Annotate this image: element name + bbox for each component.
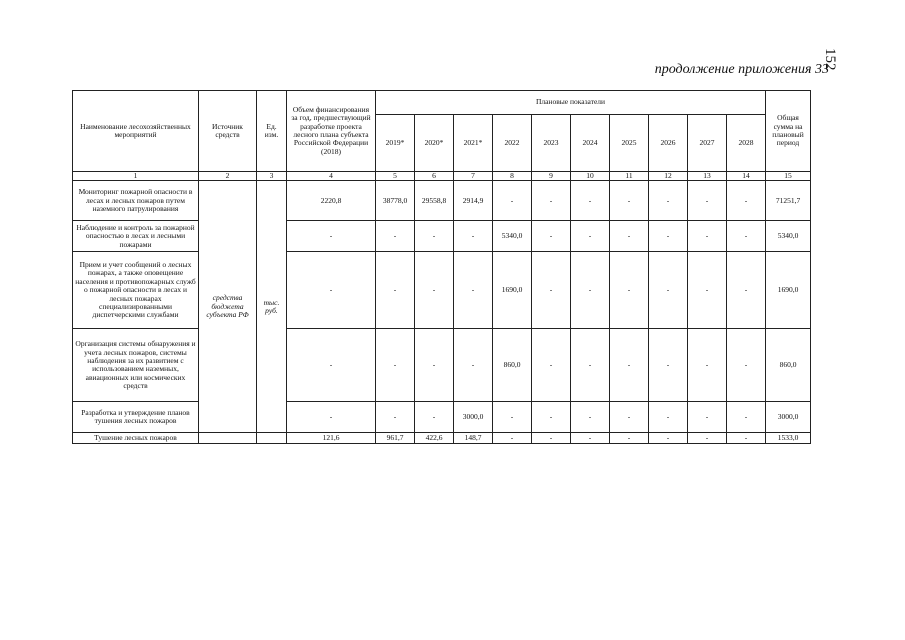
table-row	[73, 329, 811, 402]
value-cell: -	[727, 221, 766, 252]
value-cell: -	[532, 221, 571, 252]
page-number: 152	[822, 48, 838, 71]
header-year: 2026	[649, 115, 688, 172]
header-total: Общая сумма на плановый период	[766, 91, 811, 172]
table-row	[73, 433, 811, 444]
value-cell: -	[688, 221, 727, 252]
value-cell: -	[532, 402, 571, 433]
column-number: 10	[571, 172, 610, 181]
header-year: 2027	[688, 115, 727, 172]
value-cell: -	[415, 329, 454, 402]
value-cell: -	[287, 329, 376, 402]
value-cell: -	[610, 329, 649, 402]
value-cell: -	[376, 221, 415, 252]
activity-name: Организация системы обнаружения и учета лесных пожаров, системы наблюдения за их развитием с использованием наземных, авиационных или космических средств	[73, 329, 199, 402]
header-year: 2022	[493, 115, 532, 172]
header-year: 2023	[532, 115, 571, 172]
value-cell: -	[610, 433, 649, 444]
column-number: 5	[376, 172, 415, 181]
value-cell: -	[649, 252, 688, 329]
header-name: Наименование лесохозяйственных мероприятий	[73, 91, 199, 172]
column-number: 1	[73, 172, 199, 181]
value-cell: -	[415, 402, 454, 433]
header-year: 2020*	[415, 115, 454, 172]
column-number: 2	[199, 172, 257, 181]
table-row	[73, 402, 811, 433]
column-number: 8	[493, 172, 532, 181]
column-number: 7	[454, 172, 493, 181]
value-cell: 148,7	[454, 433, 493, 444]
activity-name: Мониторинг пожарной опасности в лесах и лесных пожаров путем наземного патрулирования	[73, 181, 199, 221]
value-cell: -	[571, 402, 610, 433]
value-cell: -	[493, 433, 532, 444]
value-cell: -	[610, 181, 649, 221]
appendix-caption: продолжение приложения 33	[654, 62, 829, 77]
value-cell: 29558,8	[415, 181, 454, 221]
value-cell: -	[532, 433, 571, 444]
table-row	[73, 252, 811, 329]
value-cell: -	[376, 329, 415, 402]
value-cell: 3000,0	[454, 402, 493, 433]
column-number: 12	[649, 172, 688, 181]
value-cell: 38778,0	[376, 181, 415, 221]
table-row	[73, 181, 811, 221]
value-cell: 860,0	[766, 329, 811, 402]
value-cell: 5340,0	[766, 221, 811, 252]
value-cell: -	[610, 402, 649, 433]
value-cell: 1690,0	[766, 252, 811, 329]
value-cell: -	[493, 181, 532, 221]
value-cell: -	[415, 221, 454, 252]
value-cell: 3000,0	[766, 402, 811, 433]
value-cell: -	[376, 252, 415, 329]
column-number: 6	[415, 172, 454, 181]
value-cell: -	[649, 433, 688, 444]
value-cell: -	[610, 221, 649, 252]
header-year: 2024	[571, 115, 610, 172]
value-cell: -	[649, 181, 688, 221]
value-cell: -	[571, 221, 610, 252]
value-cell: -	[571, 433, 610, 444]
value-cell: -	[727, 329, 766, 402]
value-cell: 860,0	[493, 329, 532, 402]
value-cell: -	[727, 433, 766, 444]
value-cell: -	[610, 252, 649, 329]
financing-table	[72, 90, 811, 444]
value-cell: -	[454, 329, 493, 402]
value-cell: 121,6	[287, 433, 376, 444]
value-cell: -	[649, 402, 688, 433]
column-number: 11	[610, 172, 649, 181]
header-year: 2019*	[376, 115, 415, 172]
value-cell: -	[287, 221, 376, 252]
value-cell: 422,6	[415, 433, 454, 444]
value-cell: -	[688, 402, 727, 433]
value-cell: -	[532, 181, 571, 221]
value-cell: 71251,7	[766, 181, 811, 221]
activity-name: Прием и учет сообщений о лесных пожарах, а также оповещение населения и противопожарных служб о пожарной опасности в лесах и лесных пожарах специализированными диспетчерскими службами	[73, 252, 199, 329]
column-number: 13	[688, 172, 727, 181]
value-cell: -	[415, 252, 454, 329]
column-number: 15	[766, 172, 811, 181]
value-cell: -	[688, 433, 727, 444]
column-number: 3	[257, 172, 287, 181]
empty-cell	[199, 433, 257, 444]
value-cell: -	[571, 329, 610, 402]
value-cell: 1533,0	[766, 433, 811, 444]
value-cell: -	[571, 181, 610, 221]
value-cell: -	[287, 252, 376, 329]
activity-name: Тушение лесных пожаров	[73, 433, 199, 444]
value-cell: -	[493, 402, 532, 433]
header-volume: Объем финансирования за год, предшествующий разработке проекта лесного плана субъекта Российской Федерации (2018)	[287, 91, 376, 172]
column-number-row	[73, 172, 811, 181]
funding-source: средства бюджета субъекта РФ	[199, 181, 257, 433]
value-cell: -	[376, 402, 415, 433]
value-cell: -	[287, 402, 376, 433]
header-source: Источник средств	[199, 91, 257, 172]
header-plan: Плановые показатели	[376, 91, 766, 115]
value-cell: 2220,8	[287, 181, 376, 221]
value-cell: 961,7	[376, 433, 415, 444]
value-cell: -	[688, 181, 727, 221]
column-number: 9	[532, 172, 571, 181]
value-cell: -	[532, 329, 571, 402]
value-cell: 5340,0	[493, 221, 532, 252]
activity-name: Наблюдение и контроль за пожарной опасностью в лесах и лесными пожарами	[73, 221, 199, 252]
header-unit: Ед. изм.	[257, 91, 287, 172]
column-number: 4	[287, 172, 376, 181]
value-cell: 2914,9	[454, 181, 493, 221]
unit-of-measure: тыс. руб.	[257, 181, 287, 433]
value-cell: -	[688, 329, 727, 402]
value-cell: -	[688, 252, 727, 329]
value-cell: -	[727, 252, 766, 329]
header-year: 2021*	[454, 115, 493, 172]
empty-cell	[257, 433, 287, 444]
value-cell: -	[649, 221, 688, 252]
header-year: 2025	[610, 115, 649, 172]
activity-name: Разработка и утверждение планов тушения лесных пожаров	[73, 402, 199, 433]
value-cell: -	[649, 329, 688, 402]
value-cell: -	[571, 252, 610, 329]
column-number: 14	[727, 172, 766, 181]
value-cell: -	[454, 221, 493, 252]
table-row	[73, 221, 811, 252]
value-cell: 1690,0	[493, 252, 532, 329]
value-cell: -	[532, 252, 571, 329]
value-cell: -	[727, 402, 766, 433]
header-year: 2028	[727, 115, 766, 172]
value-cell: -	[454, 252, 493, 329]
value-cell: -	[727, 181, 766, 221]
